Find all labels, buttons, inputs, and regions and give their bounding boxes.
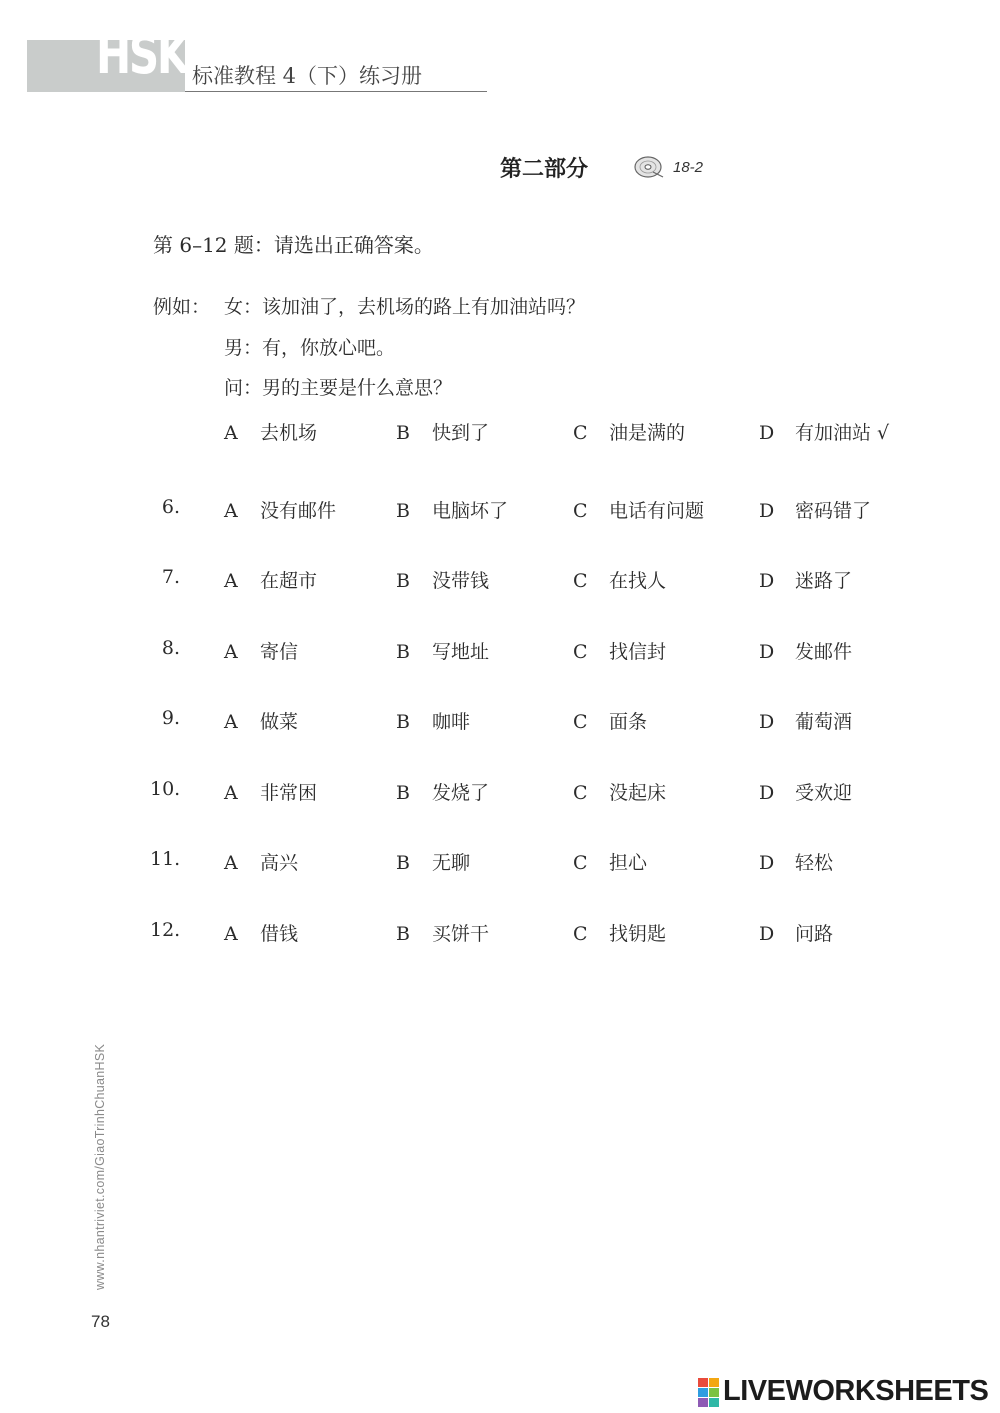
q8-option-a[interactable] [224,637,298,664]
option-text: 密码错了 [795,500,872,522]
option-text: 寄信 [260,641,299,663]
question-number: 6. [161,496,180,518]
question-number: 8. [161,637,180,659]
option-text: 无聊 [432,852,471,874]
q6-option-d[interactable] [759,496,871,523]
liveworksheets-brand[interactable]: LIVEWORKSHEETS [723,1375,989,1407]
option-letter: A [224,641,238,663]
section-title: 第二部分 [500,156,589,182]
option-letter: D [759,923,775,945]
option-text: 油是满的 [609,422,686,444]
option-letter: C [573,923,588,945]
q11-option-d[interactable] [759,848,833,875]
option-text: 没有邮件 [260,500,337,522]
option-letter: B [396,852,410,874]
option-text: 在找人 [609,570,667,592]
q9-option-c[interactable] [573,707,647,734]
option-letter: A [224,422,238,444]
option-text: 有加油站 √ [795,422,890,444]
question-number: 7. [161,566,180,588]
instruction-text: 第 6–12 题：请选出正确答案。 [153,233,434,257]
example-line-man: 男：有，你放心吧。 [224,337,396,359]
option-letter: C [573,570,588,592]
option-text: 高兴 [260,852,299,874]
option-text: 找信封 [609,641,667,663]
q6-option-b[interactable] [396,496,508,523]
option-letter: B [396,422,410,444]
hsk-logo: HSK [96,23,188,86]
example-option-b[interactable] [396,418,489,445]
option-letter: C [573,422,588,444]
page-number: 78 [91,1312,110,1331]
q11-option-b[interactable] [396,848,470,875]
option-letter: C [573,852,588,874]
option-text: 电脑坏了 [432,500,509,522]
option-text: 发邮件 [795,641,853,663]
option-letter: D [759,711,775,733]
audio-track-label: 18-2 [673,159,704,176]
q12-option-a[interactable] [224,919,298,946]
option-text: 没起床 [609,782,667,804]
option-text: 问路 [795,923,834,945]
side-watermark-url: www.nhantriviet.com/GiaoTrinhChuanHSK [93,1043,107,1290]
liveworksheets-logo-icon [698,1378,720,1408]
q11-option-c[interactable] [573,848,647,875]
option-letter: A [224,923,238,945]
option-letter: B [396,500,410,522]
option-text: 去机场 [260,422,318,444]
example-line-woman: 女：该加油了，去机场的路上有加油站吗？ [224,296,586,318]
q9-option-d[interactable] [759,707,852,734]
option-text: 在超市 [260,570,318,592]
option-letter: D [759,422,775,444]
option-letter: A [224,782,238,804]
q7-option-a[interactable] [224,566,317,593]
option-text: 葡萄酒 [795,711,853,733]
option-text: 迷路了 [795,570,853,592]
option-text: 非常困 [260,782,318,804]
option-letter: B [396,570,410,592]
option-text: 没带钱 [432,570,490,592]
question-number: 10. [150,778,181,800]
example-line-question: 问：男的主要是什么意思？ [224,377,453,399]
option-letter: B [396,782,410,804]
option-text: 做菜 [260,711,299,733]
example-label: 例如： [153,296,211,318]
q6-option-c[interactable] [573,496,704,523]
q10-option-d[interactable] [759,778,852,805]
q7-option-b[interactable] [396,566,489,593]
example-option-d[interactable] [759,418,889,445]
question-number: 12. [150,919,181,941]
question-number: 11. [150,848,181,870]
q8-option-b[interactable] [396,637,489,664]
option-text: 受欢迎 [795,782,853,804]
option-letter: C [573,641,588,663]
option-text: 咖啡 [432,711,471,733]
option-text: 面条 [609,711,648,733]
option-letter: C [573,500,588,522]
option-text: 电话有问题 [609,500,705,522]
option-letter: B [396,641,410,663]
header-divider [185,91,487,92]
q9-option-a[interactable] [224,707,298,734]
q12-option-c[interactable] [573,919,666,946]
option-letter: C [573,782,588,804]
q8-option-c[interactable] [573,637,666,664]
option-text: 轻松 [795,852,834,874]
option-letter: D [759,782,775,804]
q8-option-d[interactable] [759,637,852,664]
q7-option-d[interactable] [759,566,852,593]
option-text: 发烧了 [432,782,490,804]
q6-option-a[interactable] [224,496,336,523]
option-text: 担心 [609,852,648,874]
option-text: 快到了 [432,422,490,444]
cd-icon [633,154,667,180]
option-text: 写地址 [432,641,490,663]
option-letter: A [224,711,238,733]
option-letter: A [224,570,238,592]
book-title: 标准教程 4（下）练习册 [192,64,423,88]
q10-option-b[interactable] [396,778,489,805]
q10-option-a[interactable] [224,778,317,805]
option-letter: C [573,711,588,733]
option-letter: B [396,923,410,945]
q11-option-a[interactable] [224,848,298,875]
option-letter: D [759,500,775,522]
option-letter: B [396,711,410,733]
q10-option-c[interactable] [573,778,666,805]
option-letter: A [224,500,238,522]
option-letter: A [224,852,238,874]
option-text: 买饼干 [432,923,490,945]
q12-option-d[interactable] [759,919,833,946]
option-letter: D [759,641,775,663]
option-letter: D [759,570,775,592]
option-letter: D [759,852,775,874]
example-option-c[interactable] [573,418,685,445]
example-option-a[interactable] [224,418,317,445]
option-text: 找钥匙 [609,923,667,945]
option-text: 借钱 [260,923,299,945]
q7-option-c[interactable] [573,566,666,593]
question-number: 9. [161,707,180,729]
q12-option-b[interactable] [396,919,489,946]
q9-option-b[interactable] [396,707,470,734]
